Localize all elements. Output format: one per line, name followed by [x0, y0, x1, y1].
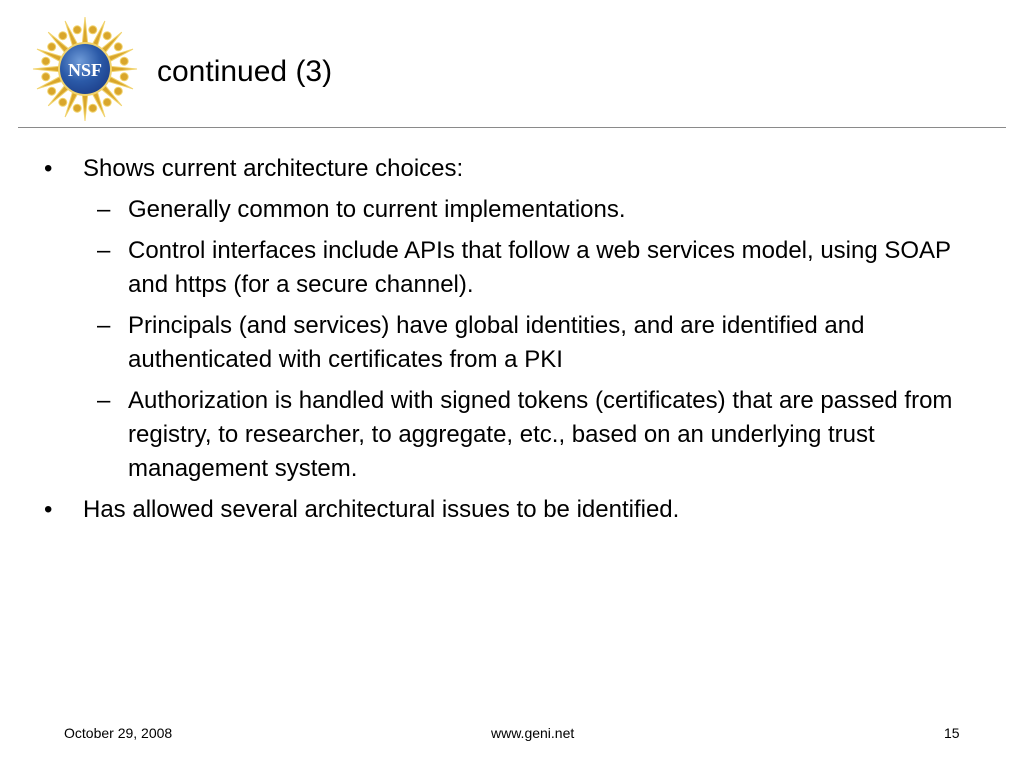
nsf-logo — [30, 14, 140, 124]
logo-ray-dot — [42, 73, 50, 81]
logo-ray-dot — [89, 104, 97, 112]
logo-ray — [82, 93, 88, 121]
logo-ray-dot — [48, 43, 56, 51]
slide-title: continued (3) — [157, 55, 333, 88]
nsf-logo-icon — [30, 14, 140, 124]
logo-ray-dot — [73, 104, 81, 112]
logo-ray-dot — [114, 43, 122, 51]
sub-bullet-item — [0, 193, 1024, 227]
bullet-marker: • — [44, 155, 53, 182]
sub-bullet-text: Principals (and services) have global identities, and are identified and authenticated with certificates from a PKI — [128, 312, 865, 373]
bullet-text: Shows current architecture choices: — [83, 155, 464, 182]
logo-text: NSF — [67, 60, 103, 80]
logo-ray-dot — [103, 98, 111, 106]
logo-ray-dot — [48, 87, 56, 95]
footer-url: www.geni.net — [491, 725, 575, 741]
sub-bullet-marker: – — [97, 237, 111, 264]
sub-bullet-text: Authorization is handled with signed tokens (certificates) that are passed from registry, to researcher, to aggregate, etc., based on an underlying trust management system. — [128, 387, 953, 482]
logo-ray — [109, 66, 137, 72]
logo-ray-dot — [120, 57, 128, 65]
sub-bullet-marker: – — [97, 312, 111, 339]
logo-ray-dot — [42, 57, 50, 65]
logo-ray — [33, 66, 61, 72]
footer-date: October 29, 2008 — [64, 725, 173, 741]
slide-content — [0, 152, 1024, 534]
logo-ray-dot — [59, 32, 67, 40]
logo-ray-dot — [103, 32, 111, 40]
title-divider — [18, 127, 1006, 128]
sub-bullet-marker: – — [97, 196, 111, 223]
bullet-item — [0, 493, 1024, 527]
sub-bullet-text: Generally common to current implementations. — [128, 196, 626, 223]
bullet-text: Has allowed several architectural issues to be identified. — [83, 496, 680, 523]
logo-ray-dot — [114, 87, 122, 95]
sub-bullet-marker: – — [97, 387, 111, 414]
footer-page-number: 15 — [944, 725, 960, 741]
logo-ray-dot — [73, 26, 81, 34]
bullet-item — [0, 152, 1024, 186]
logo-ray-dot — [120, 73, 128, 81]
bullet-marker: • — [44, 496, 53, 523]
sub-bullet-item — [0, 234, 1024, 302]
logo-ray-dot — [89, 26, 97, 34]
sub-bullet-item — [0, 309, 1024, 377]
sub-bullet-text: Control interfaces include APIs that follow a web services model, using SOAP and https (for a secure channel). — [128, 237, 951, 298]
logo-ray-dot — [59, 98, 67, 106]
logo-ray — [82, 17, 88, 45]
sub-bullet-item — [0, 384, 1024, 486]
